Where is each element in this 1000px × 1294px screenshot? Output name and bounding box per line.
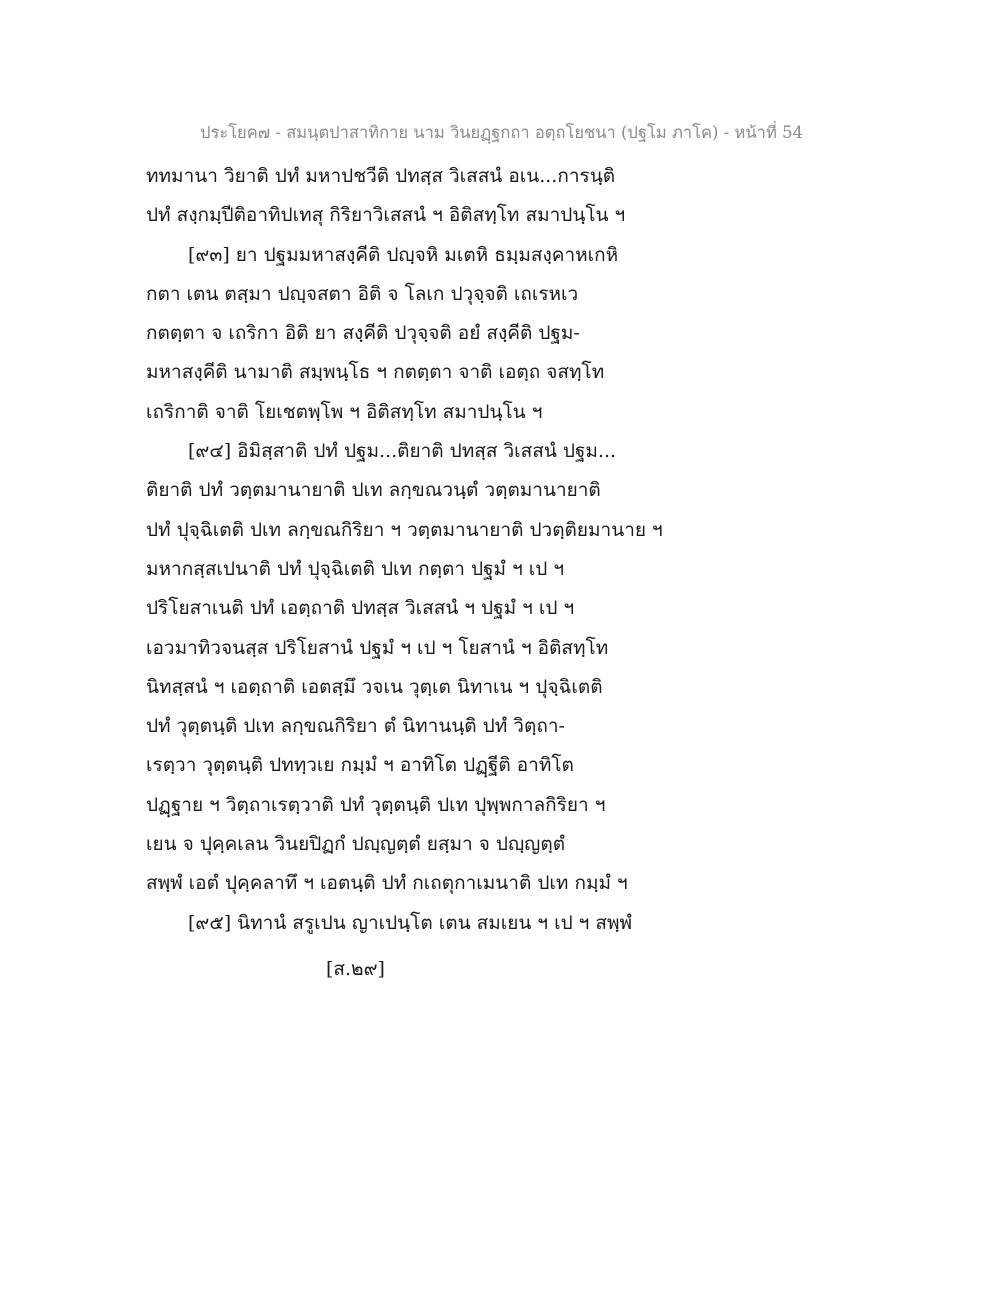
text-line: ปทํ วุตฺตนฺติ ปเท ลกฺขณกิริยา ตํ นิทานนฺติ ปทํ วิตฺถา- — [146, 715, 565, 738]
text-line: กตา เตน ตสฺมา ปญฺจสตา อิติ จ โลเก ปวุจฺจติ เถเรหเว — [146, 282, 579, 305]
text-line: เรตฺวา วุตฺตนฺติ ปททฺวเย กมฺมํ ฯ อาทิโต ปฏฺฐีติ อาทิโต — [146, 754, 574, 777]
text-line: ปทํ ปุจฺฉิเตติ ปเท ลกฺขณกิริยา ฯ วตฺตมานายาติ ปวตฺติยมานาย ฯ — [146, 518, 663, 541]
paragraph-95-start: [๙๕] นิทานํ สรูเปน ญาเปนฺโต เตน สมเยน ฯ เป ฯ สพฺพํ — [188, 911, 633, 934]
text-line: มหากสฺสเปนาติ ปทํ ปุจฺฉิเตติ ปเท กตฺตา ปฐมํ ฯ เป ฯ — [146, 557, 565, 580]
text-line: กตตฺตา จ เถริกา อิติ ยา สงฺคีติ ปวุจฺจติ อยํ สงฺคีติ ปฐม- — [146, 322, 580, 345]
text-line: สพฺพํ เอตํ ปุคฺคลาทึ ฯ เอตนฺติ ปทํ กเถตุกาเมนาติ ปเท กมฺมํ ฯ — [146, 872, 628, 895]
text-line: เถริกาติ จาติ โยเชตพฺโพ ฯ อิติสทฺโท สมาปนฺโน ฯ — [146, 400, 543, 423]
text-line: ปทํ สงฺกมฺปีติอาทิปเทสุ กิริยาวิเสสนํ ฯ อิติสทฺโท สมาปนฺโน ฯ — [146, 204, 626, 227]
text-line: เอวมาทิวจนสฺส ปริโยสานํ ปฐมํ ฯ เป ฯ โยสานํ ฯ อิติสทฺโท — [146, 636, 609, 659]
paragraph-94-start: [๙๔] อิมิสฺสาติ ปทํ ปฐม...ติยาติ ปทสฺส วิเสสนํ ปฐม... — [188, 440, 617, 463]
text-line: เยน จ ปุคฺคเลน วินยปิฏกํ ปญฺญตฺตํ ยสฺมา จ ปญฺญตฺตํ — [146, 833, 566, 856]
running-header: ประโยค๗ - สมนฺตปาสาทิกาย นาม วินยฏฺฐกถา อตฺถโยชนา (ปฐโม ภาโค) - หน้าที่ 54 — [200, 123, 804, 142]
text-line: ททมานา วิยาติ ปทํ มหาปชวีติ ปทสฺส วิเสสนํ อเน...การนฺติ — [146, 165, 616, 187]
paragraph-93-start: [๙๓] ยา ปฐมมหาสงฺคีติ ปญฺจหิ มเตหิ ธมฺมสงฺคาหเกหิ — [188, 243, 619, 266]
body-text — [146, 157, 866, 943]
text-line: มหาสงฺคีติ นามาติ สมฺพนฺโธ ฯ กตตฺตา จาติ เอตฺถ จสทฺโท — [146, 361, 605, 384]
page-reference: [ส.๒๙] — [326, 958, 385, 980]
text-line: นิทสฺสนํ ฯ เอตฺถาติ เอตสฺมึ วจเน วุตฺเต นิทาเน ฯ ปุจฺฉิเตติ — [146, 675, 603, 698]
text-line: ติยาติ ปทํ วตฺตมานายาติ ปเท ลกฺขณวนฺตํ วตฺตมานายาติ — [146, 479, 601, 502]
text-line: ปฏฺฐาย ฯ วิตฺถาเรตฺวาติ ปทํ วุตฺตนฺติ ปเท ปุพฺพกาลกิริยา ฯ — [146, 793, 606, 816]
text-line: ปริโยสาเนติ ปทํ เอตฺถาติ ปทสฺส วิเสสนํ ฯ ปฐมํ ฯ เป ฯ — [146, 597, 575, 620]
